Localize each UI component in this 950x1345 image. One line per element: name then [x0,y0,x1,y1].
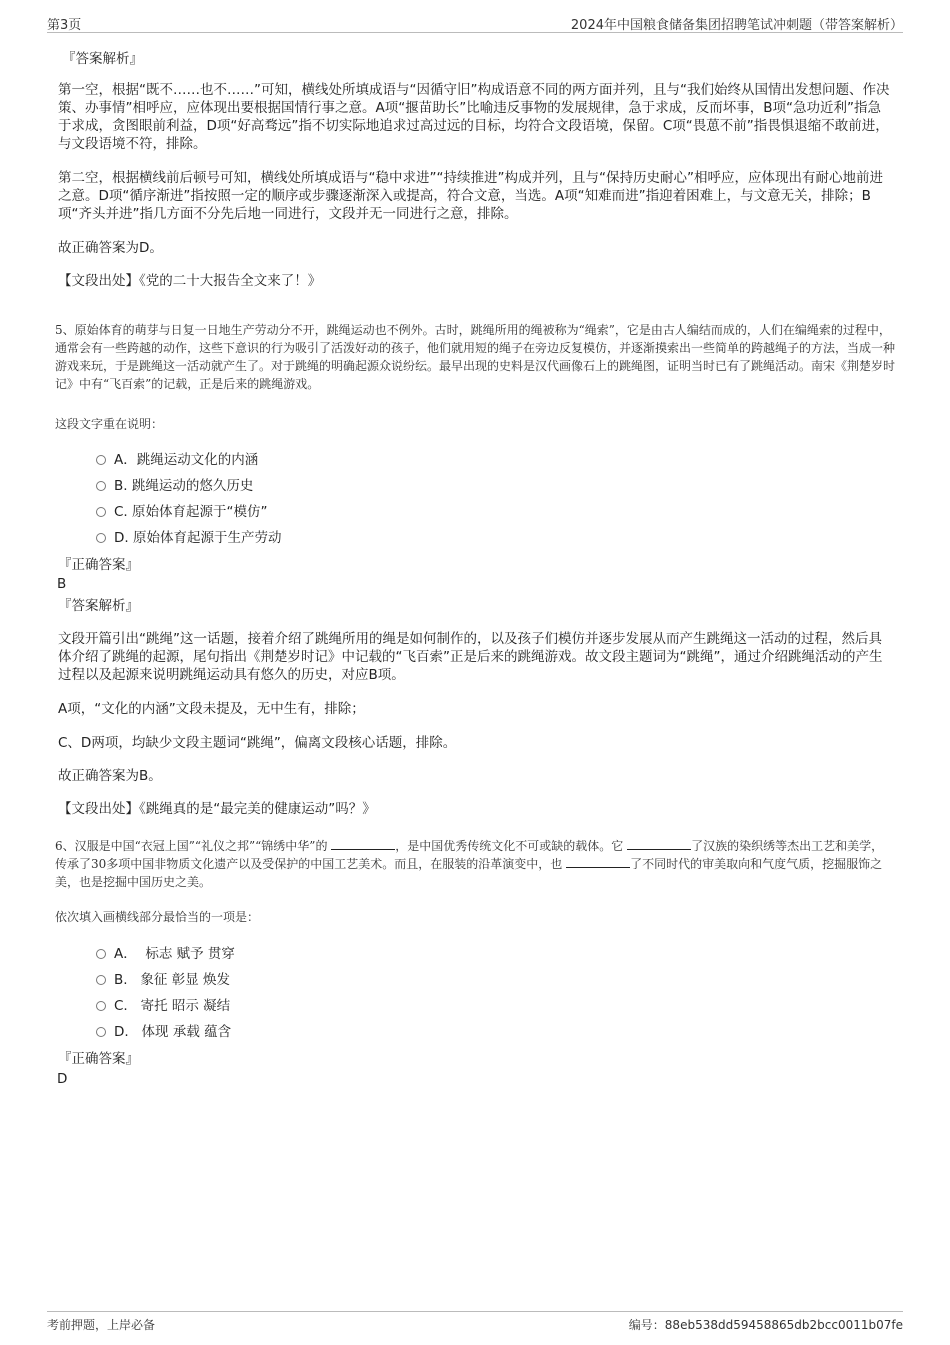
q4-analysis-label: 『答案解析』 [62,51,143,67]
radio-icon[interactable] [96,481,106,491]
q4-analysis-para2: 第二空，根据横线前后顿号可知，横线处所填成语与“稳中求进”“持续推进”构成并列，且与“保持历史耐心”相呼应，应体现出有耐心地前进之意。D项“循序渐进”指按照一定的顺序或步骤逐渐深入或提高，符合文意，当选。A项“知难而进”指迎着困难上，与文意无关，排除；B项“齐头并进”指几方面不分先后地一同进行，文段并无一同进行之意，排除。 [58,170,883,222]
fill-blank [566,855,630,868]
radio-icon[interactable] [96,533,106,543]
q6-stem: 6、汉服是中国“衣冠上国”“礼仪之邦”“锦绣中华”的 ，是中国优秀传统文化不可或缺的载体。它 了汉族的染织绣等杰出工艺和美学，传承了30多项中国非物质文化遗产以及受保护的中国工艺美术。而且，在服装的沿革演变中，也 了不同时代的审美取向和气度气质，挖掘服饰之美，也是挖掘中国历史之美。 [55,839,884,889]
q5-answer: B [57,576,67,592]
q6-option-d[interactable]: D. 体现 承载 蕴含 [96,1022,231,1042]
q5-stem: 5、原始体育的萌芽与日复一日地生产劳动分不开，跳绳运动也不例外。古时，跳绳所用的绳被称为“绳索”，它是由古人编结而成的，人们在编绳索的过程中，通常会有一些跨越的动作，这些下意识的行为吸引了活泼好动的孩子，他们就用短的绳子在旁边反复模仿，并逐渐摸索出一些简单的跨越绳子的方法，当成一种游戏来玩，于是跳绳这一活动就产生了。对于跳绳的明确起源众说纷纭。最早出现的史料是汉代画像石上的跳绳图，证明当时已有了跳绳活动。南宋《荆楚岁时记》中有“飞百索”的记载，正是后来的跳绳游戏。 [55,323,896,391]
q6-option-c[interactable]: C. 寄托 昭示 凝结 [96,996,230,1016]
q6-answer-label: 『正确答案』 [58,1051,139,1067]
q6-answer: D [57,1071,68,1087]
page-header [47,14,903,33]
q5-source: 【文段出处】《跳绳真的是“最完美的健康运动”吗？》 [58,801,376,817]
q4-conclusion: 故正确答案为D。 [58,240,163,256]
page-footer [47,1311,903,1334]
q5-analysis-para2: A项，“文化的内涵”文段未提及，无中生有，排除； [58,701,365,717]
fill-blank [331,837,395,850]
q5-analysis-para1: 文段开篇引出“跳绳”这一话题，接着介绍了跳绳所用的绳是如何制作的，以及孩子们模仿并逐步发展从而产生跳绳这一活动的过程，然后具体介绍了跳绳的起源，尾句指出《荆楚岁时记》中记载的“飞百索”正是后来的跳绳游戏。故文段主题词为“跳绳”，通过介绍跳绳活动的产生过程以及起源来说明跳绳运动具有悠久的历史，对应B项。 [58,631,883,683]
fill-blank [627,837,691,850]
q5-answer-label: 『正确答案』 [58,557,139,573]
radio-icon[interactable] [96,975,106,985]
q5-option-c[interactable]: C. 原始体育起源于“模仿” [96,502,268,522]
q6-option-b[interactable]: B. 象征 彰显 焕发 [96,970,230,990]
radio-icon[interactable] [96,507,106,517]
radio-icon[interactable] [96,455,106,465]
q4-source: 【文段出处】《党的二十大报告全文来了！》 [58,273,322,289]
document-id: 编号：88eb538dd59458865db2bcc0011b07fe [628,1318,903,1332]
q4-analysis-para1: 第一空，根据“既不……也不……”可知，横线处所填成语与“因循守旧”构成语意不同的两方面并列，且与“我们始终从国情出发想问题、作决策、办事情”相呼应，应体现出要根据国情行事之意。A项“揠苗助长”比喻违反事物的发展规律，急于求成，反而坏事，B项“急功近利”指急于求成，贪图眼前利益，D项“好高骛远”指不切实际地追求过高过远的目标，均符合文段语境，保留。C项“畏葸不前”指畏惧退缩不敢前进，与文段语境不符，排除。 [58,82,890,152]
radio-icon[interactable] [96,1027,106,1037]
radio-icon[interactable] [96,1001,106,1011]
page-number: 第3页 [47,18,82,33]
q5-option-a[interactable]: A．跳绳运动文化的内涵 [96,450,258,470]
q5-conclusion: 故正确答案为B。 [58,768,162,784]
document-title: 2024年中国粮食储备集团招聘笔试冲刺题（带答案解析） [570,18,903,33]
footer-slogan: 考前押题，上岸必备 [47,1318,156,1332]
q5-option-d[interactable]: D. 原始体育起源于生产劳动 [96,528,281,548]
radio-icon[interactable] [96,949,106,959]
q5-analysis-label: 『答案解析』 [58,598,139,614]
q5-option-b[interactable]: B. 跳绳运动的悠久历史 [96,476,253,496]
q6-prompt: 依次填入画横线部分最恰当的一项是： [55,910,260,924]
q5-analysis-para3: C、D两项，均缺少文段主题词“跳绳”，偏离文段核心话题，排除。 [58,735,457,751]
q6-option-a[interactable]: A． 标志 赋予 贯穿 [96,944,235,964]
q5-prompt: 这段文字重在说明： [55,417,164,431]
